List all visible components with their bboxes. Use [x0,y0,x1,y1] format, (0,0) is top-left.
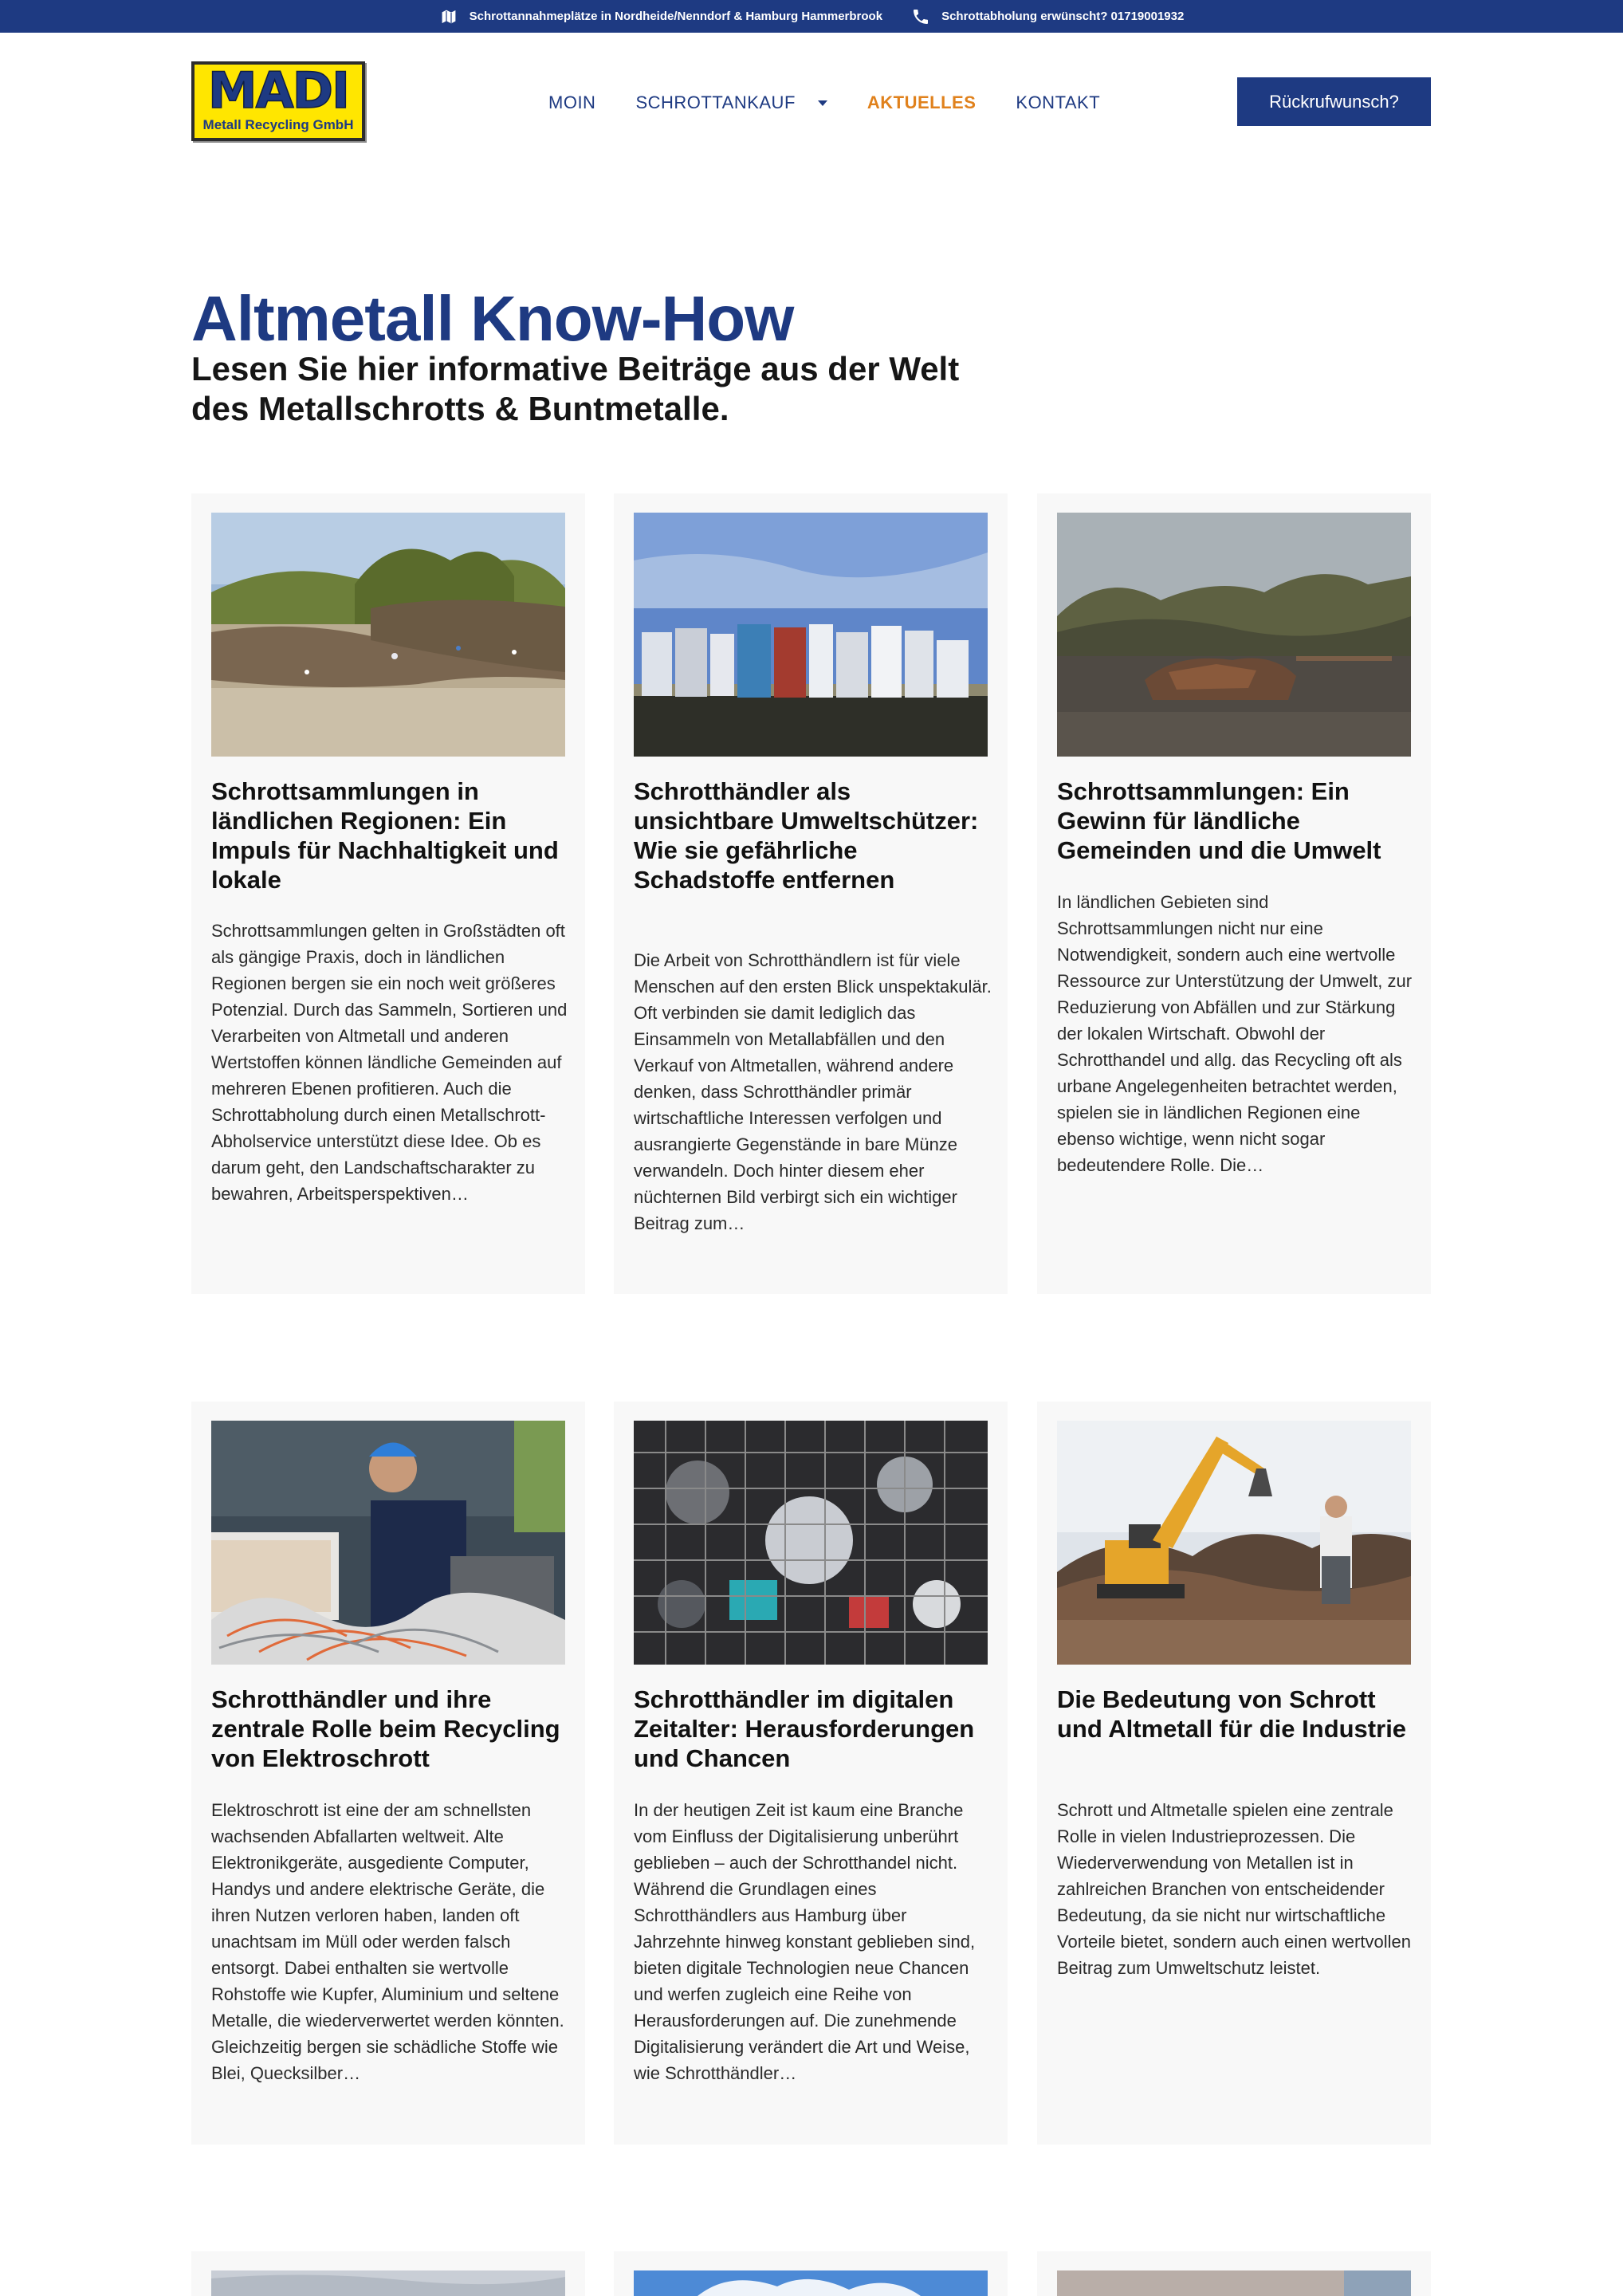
madi-logo[interactable] [191,61,365,141]
chevron-down-icon[interactable] [818,100,827,106]
post-card[interactable] [191,2251,585,2296]
post-title[interactable]: Die Bedeutung von Schrott und Altmetall für die Industrie [1057,1685,1407,1743]
post-title[interactable]: Schrotthändler im digitalen Zeitalter: Herausforderungen und Chancen [634,1685,975,1772]
phone-info[interactable] [911,7,1184,26]
phone-text: Schrottabholung erwünscht? 01719001932 [941,10,1185,23]
post-title[interactable]: Schrotthändler als unsichtbare Umweltschützer: Wie sie gefährliche Schadstoffe entfernen [634,777,979,894]
post-image[interactable] [211,2270,565,2296]
post-image[interactable] [211,1421,565,1665]
post-image[interactable] [1057,2270,1411,2296]
map-icon [439,7,458,26]
post-photo [211,2270,565,2296]
post-title[interactable]: Schrottsammlungen: Ein Gewinn für ländliche Gemeinden und die Umwelt [1057,777,1381,864]
excavator-scrapyard-photo [1057,1421,1411,1665]
post-card[interactable] [614,493,1008,1294]
post-image[interactable] [211,513,565,757]
post-excerpt: Schrottsammlungen gelten in Großstädten oft als gängige Praxis, doch in ländlichen Regionen bergen sie ein noch weit größeres Potenzial. Durch das Sammeln, Sortieren und Verarbeiten von Altmetall und anderen Wertstoffen können ländliche Gemeinden auf mehreren Ebenen profitieren. Auch die Schrottabholung durch einen Metallschrott-Abholservice unterstützt diese Idee. Ob es darum geht, den Landschaftscharakter zu bewahren, Arbeitsperspektiven… [211,921,568,1204]
post-excerpt: Die Arbeit von Schrotthändlern ist für viele Menschen auf den ersten Blick unspektakulär. Oft verbinden sie damit lediglich das Einsammeln von Metallabfällen und den Verkauf von Altmetallen, während andere denken, dass Schrotthändler primär wirtschaftliche Interessen verfolgen und ausrangierte Gegenstände in bare Münze verwandeln. Doch hinter diesem eher nüchternen Bild verbirgt sich ein wichtiger Beitrag zum… [634,950,992,1233]
logo-word: MADI [207,61,349,120]
callback-request-button[interactable]: Rückrufwunsch? [1237,77,1431,126]
location-info [439,7,882,26]
post-excerpt: In der heutigen Zeit ist kaum eine Branche vom Einfluss der Digitalisierung unberührt geblieben – auch der Schrotthandel nicht. Während die Grundlagen eines Schrotthändlers aus Hamburg über Jahrzehnte hinweg konstant geblieben sind, bieten digitale Technologien neue Chancen und werfen zugleich eine Reihe von Herausforderungen auf. Die zunehmende Digitalisierung verändert die Art und Weise, wie Schrotthändler… [634,1800,976,2083]
wrecked-car-hillside-photo [1057,513,1411,757]
post-image[interactable] [634,2270,988,2296]
page-subtitle: Lesen Sie hier informative Beiträge aus der Welt des Metallschrotts & Buntmetalle. [191,350,960,427]
site-header [0,33,1623,168]
post-card[interactable] [191,493,585,1294]
worker-sorting-cables-photo [211,1421,565,1665]
post-card[interactable] [1037,493,1431,1294]
post-image[interactable] [634,1421,988,1665]
post-image[interactable] [1057,1421,1411,1665]
landfill-field-photo [211,513,565,757]
post-photo [634,2270,988,2296]
nav-item-schrottankauf[interactable] [635,92,827,113]
post-card[interactable] [191,1402,585,2145]
post-title[interactable]: Schrotthändler und ihre zentrale Rolle beim Recycling von Elektroschrott [211,1685,560,1772]
post-photo [1057,2270,1411,2296]
refrigerators-row-photo [634,513,988,757]
scrap-cage-photo [634,1421,988,1665]
logo-subtitle: Metall Recycling GmbH [202,117,354,132]
phone-icon [911,7,930,26]
post-card[interactable] [1037,1402,1431,2145]
page-title: Altmetall Know-How [191,283,794,354]
post-image[interactable] [634,513,988,757]
post-card[interactable] [614,2251,1008,2296]
post-card[interactable] [614,1402,1008,2145]
post-image[interactable] [1057,513,1411,757]
nav-item-moin[interactable]: MOIN [548,92,596,112]
post-title[interactable]: Schrottsammlungen in ländlichen Regionen: Ein Impuls für Nachhaltigkeit und lokale [211,777,559,894]
post-excerpt: Schrott und Altmetalle spielen eine zentrale Rolle in vielen Industrieprozessen. Die Wiederverwendung von Metallen ist in zahlreichen Branchen von entscheidender Bedeutung, da sie nicht nur wirtschaftliche Vorteile bietet, sondern auch einen wertvollen Beitrag zum Umweltschutz leistet. [1057,1800,1411,1978]
post-excerpt: Elektroschrott ist eine der am schnellsten wachsenden Abfallarten weltweit. Alte Elektronikgeräte, ausgediente Computer, Handys und andere elektrische Geräte, die ihren Nutzen verloren haben, landen oft unachtsam im Müll oder werden falsch entsorgt. Dabei enthalten sie wertvolle Rohstoffe wie Kupfer, Aluminium und seltene Metalle, die wiederverwertet werden könnten. Gleichzeitig bergen sie schädliche Stoffe wie Blei, Quecksilber… [211,1800,564,2083]
nav-item-schrottankauf-label: SCHROTTANKAUF [635,92,796,112]
post-card[interactable] [1037,2251,1431,2296]
post-excerpt: In ländlichen Gebieten sind Schrottsammlungen nicht nur eine Notwendigkeit, sondern auch eine wertvolle Ressource zur Unterstützung der Umwelt, zur Reduzierung von Abfällen und zur Stärkung der lokalen Wirtschaft. Obwohl der Schrotthandel und allg. das Recycling oft als urbane Angelegenheiten betrachtet werden, spielen sie in ländlichen Regionen eine ebenso wichtige, wenn nicht sogar bedeutendere Rolle. Die… [1057,892,1413,1175]
nav-item-kontakt[interactable]: KONTAKT [1016,92,1101,112]
location-text: Schrottannahmeplätze in Nordheide/Nenndorf & Hamburg Hammerbrook [469,10,883,23]
main-navigation [548,87,1140,119]
top-info-bar [0,0,1623,33]
nav-item-aktuelles[interactable]: AKTUELLES [867,92,977,112]
